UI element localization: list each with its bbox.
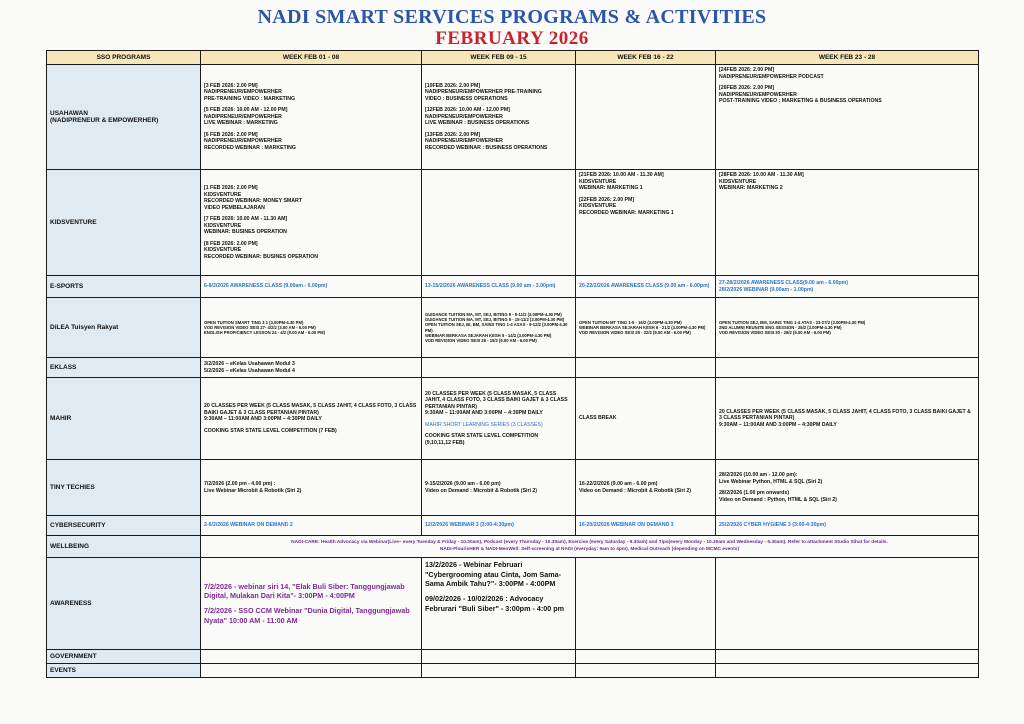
event-entry: [12FEB 2026: 10.00 AM - 12.00 PM] NADIPRENEUR/EMPOWERHER LIVE WEBINAR : BUSINESS OPERATIONS: [425, 107, 530, 127]
col-header: WEEK FEB 01 - 08: [201, 51, 422, 65]
cell-tinytechies-w2: 9-15/2/2026 (9.00 am - 6.00 pm) Video on Demand : Microbit & Robotik (Siri 2): [422, 460, 576, 516]
cell-awareness-w1: [201, 558, 422, 650]
event-entry: [21FEB 2026: 10.00 AM - 11.30 AM] KIDSVENTURE WEBINAR: MARKETING 1: [579, 172, 664, 191]
cell-usahawan-w3: [576, 65, 716, 170]
program-label: KIDSVENTURE: [47, 170, 201, 276]
cell-cyber-w3: 16-20/2/2026 WEBINAR ON DEMAND 3: [576, 516, 716, 536]
event-entry: [22FEB 2026: 2.00 PM] KIDSVENTURE RECORDED WEBINAR: MARKETING 1: [579, 196, 674, 216]
event-entry: 09/02/2026 - 10/02/2026 : Advocacy Februrari "Buli Siber" - 3:00pm - 4:00 pm: [425, 594, 565, 613]
cell-eklass-w4: [716, 358, 979, 378]
cell-tinytechies-w1: 7/2/2026 (2.00 pm - 4.00 pm) : Live Webinar Microbit & Robotik (Siri 2): [201, 460, 422, 516]
row-events: [47, 664, 979, 678]
cell-esports-w2: 13-15/2/2026 AWARENESS CLASS (9.00 am - 3.00pm): [422, 276, 576, 298]
program-label: DiLEA Tuisyen Rakyat: [47, 298, 201, 358]
program-label: WELLBEING: [47, 536, 201, 558]
event-entry: 7/2/2026 - SSO CCM Webinar "Dunia Digital, Tanggungjawab Nyata" 10:00 AM - 11:00 AM: [204, 606, 410, 625]
cell-kidsventure-w4: [716, 170, 979, 276]
row-tinytechies: [47, 460, 979, 516]
cell-eklass-w1: 3/2/2026 – eKelas Usahawan Modul 3 5/2/2026 – eKelas Usahawan Modul 4: [201, 358, 422, 378]
program-label: MAHIR: [47, 378, 201, 460]
row-government: [47, 650, 979, 664]
event-entry: [7 FEB 2026: 10.00 AM - 11.30 AM] KIDSVENTURE WEBINAR: BUSINES OPERATION: [204, 216, 288, 235]
event-entry: 28/2/2026 (1.00 pm onwards) Video on Demand : Python, HTML & SQL (Siri 2): [719, 490, 837, 503]
event-entry: [1 FEB 2026: 2.00 PM] KIDSVENTURE RECORDED WEBINAR: MONEY SMART VIDEO PEMBELAJARAN: [204, 185, 302, 211]
row-wellbeing: [47, 536, 979, 558]
cell-mahir-w4: 20 CLASSES PER WEEK (5 CLASS MASAK, 5 CLASS JAHIT, 4 CLASS FOTO, 3 CLASS BAIKI GAJET & 3 CLASS PERTANIAN PINTAR) 9:30AM – 11:00AM AND 3:00PM – 4:30PM DAILY: [716, 378, 979, 460]
cell-cyber-w2: 12/2/2026 WEBINAR 3 (3:00-4:30pm): [422, 516, 576, 536]
cell-government-w4: [716, 650, 979, 664]
cell-awareness-w4: [716, 558, 979, 650]
cell-eklass-w2: [422, 358, 576, 378]
cell-government-w1: [201, 650, 422, 664]
event-entry: 20 CLASSES PER WEEK (5 CLASS MASAK, 5 CLASS JAHIT, 4 CLASS FOTO, 3 CLASS BAIKI GAJET & 3 CLASS PERTANIAN PINTAR) 9:30AM – 11:00AM AND 3:00PM – 4:30PM DAILY: [425, 390, 568, 417]
program-label: AWARENESS: [47, 558, 201, 650]
page-title: NADI SMART SERVICES PROGRAMS & ACTIVITIES: [257, 6, 767, 28]
cell-kidsventure-w2: [422, 170, 576, 276]
program-label: USAHAWAN (NADIPRENEUR & EMPOWERHER): [47, 65, 201, 170]
cell-esports-w4: 27-28/2/2026 AWARENESS CLASS(9.00 am - 6.00pm) 28/2/2026 WEBINAR (9.00am - 1.00pm): [716, 276, 979, 298]
cell-awareness-w3: [576, 558, 716, 650]
program-label: E-SPORTS: [47, 276, 201, 298]
event-entry: [13FEB 2026: 2.00 PM] NADIPRENEUR/EMPOWERHER RECORDED WEBINAR : BUSINESS OPERATIONS: [425, 131, 548, 151]
row-eklass: [47, 358, 979, 378]
event-entry: [3 FEB 2026: 2.00 PM] NADIPRENEUR/EMPOWERHER PRE-TRAINING VIDEO : MARKETING: [204, 82, 296, 102]
program-label: GOVERNMENT: [47, 650, 201, 664]
cell-mahir-w1: [201, 378, 422, 460]
cell-mahir-w2: [422, 378, 576, 460]
row-esports: [47, 276, 979, 298]
event-entry: 13/2/2026 - Webinar Februari "Cybergrooming atau Cinta, Jom Sama-Sama Ambik Tahu?"- 3:00PM - 4:00PM: [425, 560, 562, 589]
schedule-table: [46, 50, 979, 678]
row-awareness: [47, 558, 979, 650]
event-entry: 7/2/2026 - webinar siri 14, "Elak Buli Siber: Tanggungjawab Digital, Mulakan Dari Kita"- 3:00PM - 4:00PM: [204, 581, 405, 601]
event-entry: [28FEB 2026: 10.00 AM - 11.30 AM] KIDSVENTURE WEBINAR: MARKETING 2: [719, 172, 804, 191]
cell-usahawan-w1: [201, 65, 422, 170]
event-entry: COOKING STAR STATE LEVEL COMPETITION (9,10,11,12 FEB): [425, 433, 539, 446]
event-entry: 28/2/2026 (10.00 am - 12.00 pm): Live Webinar Python, HTML & SQL (Siri 2): [719, 472, 823, 485]
cell-events-w4: [716, 664, 979, 678]
event-entry: [5 FEB 2026: 10.00 AM - 12.00 PM] NADIPRENEUR/EMPOWERHER LIVE WEBINAR : MARKETING: [204, 107, 288, 127]
cell-dilea-w2: GUIDANCE TUITION MA, MT, SEJ, BITING 9 - 9-11/2 (3.00PM-4.30 PM) GUIDANCE TUITION MA, MT, SEJ, BITING 5 - 15-11/2 (3.00PM-4.30 PM) OPEN TUITION SEJ, BI, BM, SAINS TING 1-4 ASAS - 9-12/2 (3.00PM-4.30 PM) WEBINAR BERKASA SEJARAH KESH 5 - 14/2 (3.00PM-4.30 PM) VOD REVISION VIDEO SESI 28 - 15/2 (9.00 AM - 6.00 PM): [422, 298, 576, 358]
program-label: CYBERSECURITY: [47, 516, 201, 536]
month-title: FEBRUARY 2026: [435, 28, 589, 49]
event-entry: COOKING STAR STATE LEVEL COMPETITION (7 FEB): [204, 427, 337, 434]
event-entry: MAHIR SHORT LEARNING SERIES (3 CLASSES): [425, 421, 543, 428]
cell-tinytechies-w3: 16-22/2/2026 (9.00 am - 6.00 pm) Video on Demand : Microbit & Robotik (Siri 2): [576, 460, 716, 516]
event-entry: [24FEB 2026: 2.00 PM] NADIPRENEUR/EMPOWERHER PODCAST: [719, 67, 824, 80]
event-entry: [6 FEB 2026: 2.00 PM] NADIPRENEUR/EMPOWERHER RECORDED WEBINAR : MARKETING: [204, 131, 296, 151]
event-entry: [8 FEB 2026: 2.00 PM] KIDSVENTURE RECORDED WEBINAR: BUSINES OPERATION: [204, 240, 319, 260]
program-label: TINY TECHIES: [47, 460, 201, 516]
row-mahir: [47, 378, 979, 460]
cell-eklass-w3: [576, 358, 716, 378]
cell-esports-w1: 6-8/2/2026 AWARENESS CLASS (9.00am - 6.00pm): [201, 276, 422, 298]
cell-dilea-w1: OPEN TUITION SMART TING 3 1 (3.00PM-4.30 PM) VOD REVISION VIDEO SESI 27- 4/2/2 (3.00 AM - 6.00 PM) ENGLISH PROFICIENCY LESSON 24 - 4/2 (9.00 AM - 6.00 PM): [201, 298, 422, 358]
cell-esports-w3: 20-22/2/2026 AWARENESS CLASS (9.00 am - 6.00pm): [576, 276, 716, 298]
col-header: WEEK FEB 16 - 22: [576, 51, 716, 65]
cell-wellbeing: NADI-CARE: Health Advocacy via Webinar(Live– every Tuesday & Friday - 10.30am), Podcast (every Thursday - 10.30am), Exercise (every Saturday - 9.30am) and Tips(every Monday - 10.30am and Wednesday - 9.30am). Refer to attachment Studio Sihat for details. NADI-FlourisHER & NADI-MenWell: Self-screening at NADI (everyday: 9am to 4pm), Medical Outreach (depending on MCMC events): [201, 536, 979, 558]
col-header: WEEK FEB 23 - 28: [716, 51, 979, 65]
event-entry: [26FEB 2026: 2.00 PM] NADIPRENEUR/EMPOWERHER POST-TRAINING VIDEO : MARKETING & BUSINESS OPERATIONS: [719, 85, 882, 104]
cell-usahawan-w4: [716, 65, 979, 170]
cell-awareness-w2: [422, 558, 576, 650]
header-row: [47, 51, 979, 65]
col-header: SSO PROGRAMS: [47, 51, 201, 65]
cell-usahawan-w2: [422, 65, 576, 170]
cell-events-w1: [201, 664, 422, 678]
cell-government-w3: [576, 650, 716, 664]
row-cybersecurity: [47, 516, 979, 536]
cell-tinytechies-w4: [716, 460, 979, 516]
cell-dilea-w4: OPEN TUITION SEJ, BM, SAINS TING 1-4 ATAS - 23-27/2 (3.00PM-4.30 PM) 2ND ALUMNI REUNITE ENG SESSION - 25/2 (3.00PM-4.30 PM) VOD REVISION VIDEO SESI 30 - 28/2 (9.00 AM - 6.00 PM): [716, 298, 979, 358]
col-header: WEEK FEB 09 - 15: [422, 51, 576, 65]
cell-mahir-w3: CLASS BREAK: [576, 378, 716, 460]
cell-kidsventure-w3: [576, 170, 716, 276]
cell-events-w2: [422, 664, 576, 678]
program-label: EVENTS: [47, 664, 201, 678]
cell-dilea-w3: OPEN TUITION MT TING 1-5 - 16/2 (3.00PM-4.30 PM) WEBINAR BERKASA SEJARAH KESH 6 - 21/2 (3.00PM-4.30 PM) VOD REVISION VIDEO SESI 29 - 22/2 (9.00 AM - 6.00 PM): [576, 298, 716, 358]
cell-events-w3: [576, 664, 716, 678]
row-usahawan: [47, 65, 979, 170]
cell-cyber-w4: 25/2/2026 CYBER HYGIENE 3 (3:00-4:30pm): [716, 516, 979, 536]
cell-kidsventure-w1: [201, 170, 422, 276]
row-kidsventure: [47, 170, 979, 276]
row-dilea: [47, 298, 979, 358]
cell-government-w2: [422, 650, 576, 664]
program-label: EKLASS: [47, 358, 201, 378]
event-entry: [10FEB 2026: 2.00 PM] NADIPRENEUR/EMPOWERHER PRE-TRAINING VIDEO : BUSINESS OPERATIONS: [425, 82, 542, 102]
event-entry: 20 CLASSES PER WEEK (5 CLASS MASAK, 5 CLASS JAHIT, 4 CLASS FOTO, 3 CLASS BAIKI GAJET & 3 CLASS PERTANIAN PINTAR) 9:30AM – 11:00AM AND 3:00PM – 4:30PM DAILY: [204, 403, 417, 422]
cell-cyber-w1: 2-6/2/2026 WEBINAR ON DEMAND 2: [201, 516, 422, 536]
